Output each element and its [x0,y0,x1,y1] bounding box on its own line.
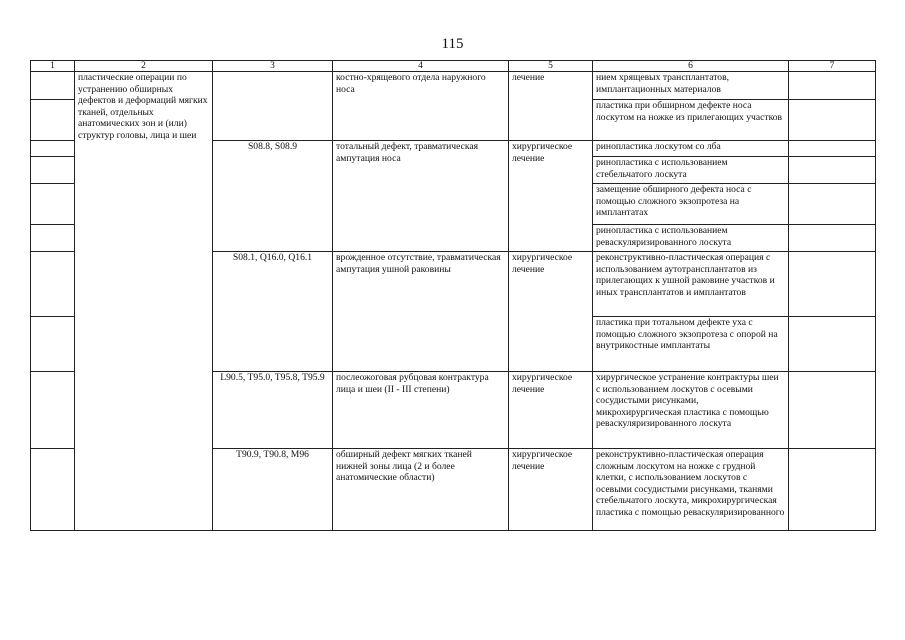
cell-col7 [789,100,876,141]
condition-cell: костно-хрящевого отдела наружного носа [333,72,509,141]
treatment-cell: лечение [509,72,593,141]
cell-col1 [31,449,75,531]
medical-procedures-table [30,60,876,531]
condition-cell: послеожоговая рубцовая контрактура лица и шеи (II - III степени) [333,372,509,449]
treatment-cell: хирургическое лечение [509,372,593,449]
method-cell: пластика при тотальном дефекте уха с помощью сложного экзопротеза с опорой на внутрикостные имплантаты [593,317,789,372]
method-cell: ринопластика с использованием реваскуляризированного лоскута [593,225,789,252]
table-row [31,72,876,100]
cell-col7 [789,252,876,317]
treatment-cell: хирургическое лечение [509,449,593,531]
diagnosis-codes-cell: L90.5, T95.0, T95.8, T95.9 [213,372,333,449]
cell-col7 [789,449,876,531]
cell-col1 [31,252,75,317]
method-cell: реконструктивно-пластическая операция сложным лоскутом на ножке с грудной клетки, с использованием лоскутов с осевыми сосудистыми рисунками, тканями стебельчатого лоскута, микрохирургическая пластика с помощью реваскуляризированного [593,449,789,531]
cell-col1 [31,141,75,157]
header-col-3: 3 [213,61,333,72]
cell-col1 [31,100,75,141]
method-cell: хирургическое устранение контрактуры шеи с использованием лоскутов с осевыми сосудистыми рисунками, микрохирургическая пластика с помощью реваскуляризированного лоскута [593,372,789,449]
header-col-1: 1 [31,61,75,72]
condition-cell: обширный дефект мягких тканей нижней зоны лица (2 и более анатомические области) [333,449,509,531]
header-col-2: 2 [75,61,213,72]
cell-col1 [31,372,75,449]
diagnosis-codes-cell [213,72,333,141]
header-col-5: 5 [509,61,593,72]
cell-col7 [789,372,876,449]
cell-col7 [789,157,876,184]
method-cell: реконструктивно-пластическая операция с использованием аутотрансплантатов из прилегающих к ушной раковине участков и иных трансплантатов и имплантатов [593,252,789,317]
diagnosis-codes-cell: S08.1, Q16.0, Q16.1 [213,252,333,372]
method-cell: ринопластика с использованием стебельчатого лоскута [593,157,789,184]
procedure-group-cell: пластические операции по устранению обширных дефектов и деформаций мягких тканей, отдельных анатомических зон и (или) структур головы, лица и шеи [75,72,213,531]
header-col-7: 7 [789,61,876,72]
treatment-cell: хирургическое лечение [509,141,593,252]
cell-col1 [31,184,75,225]
cell-col7 [789,72,876,100]
cell-col1 [31,225,75,252]
cell-col7 [789,184,876,225]
treatment-cell: хирургическое лечение [509,252,593,372]
cell-col1 [31,317,75,372]
method-cell: пластика при обширном дефекте носа лоскутом на ножке из прилегающих участков [593,100,789,141]
cell-col7 [789,317,876,372]
method-cell: замещение обширного дефекта носа с помощью сложного экзопротеза на имплантатах [593,184,789,225]
method-cell: ринопластика лоскутом со лба [593,141,789,157]
cell-col7 [789,141,876,157]
header-col-6: 6 [593,61,789,72]
page-number: 115 [441,36,464,52]
method-cell: нием хрящевых трансплантатов, имплантационных материалов [593,72,789,100]
cell-col1 [31,72,75,100]
condition-cell: тотальный дефект, травматическая ампутация носа [333,141,509,252]
diagnosis-codes-cell: T90.9, T90.8, M96 [213,449,333,531]
diagnosis-codes-cell: S08.8, S08.9 [213,141,333,252]
header-col-4: 4 [333,61,509,72]
cell-col1 [31,157,75,184]
header-row [31,61,876,72]
condition-cell: врожденное отсутствие, травматическая ампутация ушной раковины [333,252,509,372]
cell-col7 [789,225,876,252]
